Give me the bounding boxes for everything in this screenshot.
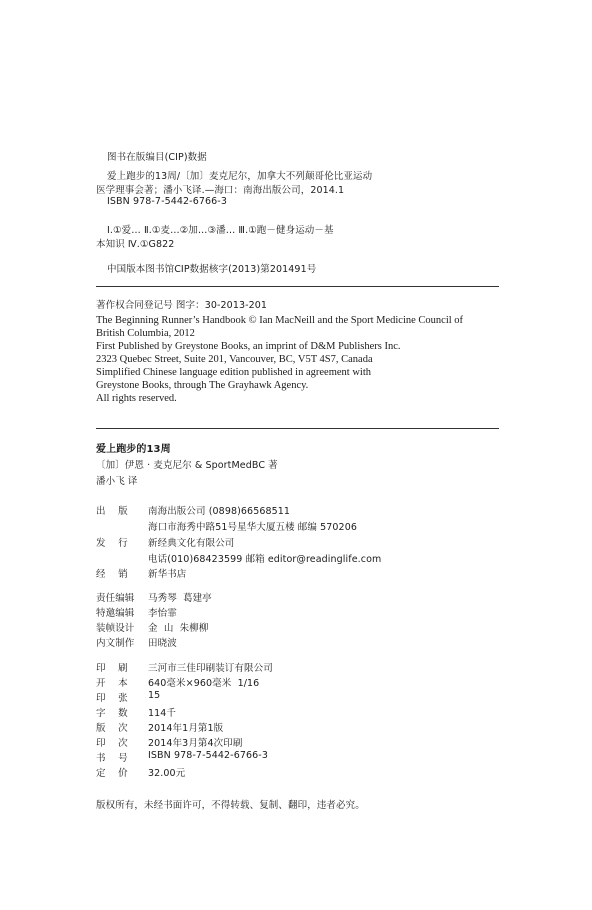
book-translator: 潘小飞 译 <box>96 476 138 487</box>
design-value: 金 山 朱柳柳 <box>148 623 209 634</box>
typesetting-value: 田晓波 <box>148 638 177 649</box>
cip-heading: 图书在版编目(CIP)数据 <box>107 152 207 163</box>
format-value: 640毫米×960毫米 1/16 <box>148 678 260 689</box>
isbn-label: 书 号 <box>96 753 128 764</box>
divider-top <box>96 286 499 287</box>
cip-class-line-1: Ⅰ.①爱… Ⅱ.①麦…②加…③潘… Ⅲ.①跑－健身运动－基 <box>107 225 334 236</box>
sheets-label: 印 张 <box>96 693 128 704</box>
price-value: 32.00元 <box>148 768 186 779</box>
printer-label: 印 刷 <box>96 663 128 674</box>
publisher-value: 南海出版公司 (0898)66568511 <box>148 506 291 517</box>
format-label: 开 本 <box>96 678 128 689</box>
english-line: Simplified Chinese language edition published in agreement with <box>96 367 371 378</box>
word-count-label: 字 数 <box>96 708 128 719</box>
word-count-value: 114千 <box>148 708 177 719</box>
distributor-label: 发 行 <box>96 538 128 549</box>
english-line: All rights reserved. <box>96 393 177 404</box>
publisher-label: 出 版 <box>96 506 128 517</box>
book-author: 〔加〕伊恩 · 麦克尼尔 & SportMedBC 著 <box>96 460 278 471</box>
sheets-value: 15 <box>148 690 161 701</box>
edition-value: 2014年1月第1版 <box>148 723 224 734</box>
english-line: The Beginning Runner’s Handbook © Ian MacNeill and the Sport Medicine Council of <box>96 315 464 326</box>
cip-isbn: ISBN 978-7-5442-6766-3 <box>107 196 227 207</box>
retailer-value: 新华书店 <box>148 569 187 580</box>
english-line: First Published by Greystone Books, an imprint of D&M Publishers Inc. <box>96 341 401 352</box>
distributor-value: 新经典文化有限公司 <box>148 538 235 549</box>
distributor-contact: 电话(010)68423599 邮箱 editor@readinglife.com <box>148 554 382 565</box>
cip-line-1: 爱上跑步的13周/〔加〕麦克尼尔，加拿大不列颠哥伦比亚运动 <box>107 171 373 182</box>
divider-middle <box>96 428 499 429</box>
price-label: 定 价 <box>96 768 128 779</box>
cip-line-2: 医学理事会著；潘小飞译.—海口：南海出版公司，2014.1 <box>96 185 345 196</box>
copyright-registration: 著作权合同登记号 图字：30-2013-201 <box>96 300 268 311</box>
retailer-label: 经 销 <box>96 569 128 580</box>
book-title: 爱上跑步的13周 <box>96 444 171 455</box>
english-line: Greystone Books, through The Grayhawk Agency. <box>96 380 309 391</box>
publisher-address: 海口市海秀中路51号星华大厦五楼 邮编 570206 <box>148 522 357 533</box>
cip-number: 中国版本图书馆CIP数据核字(2013)第201491号 <box>107 264 317 275</box>
cip-class-line-2: 本知识 Ⅳ.①G822 <box>96 239 175 250</box>
english-line: British Columbia, 2012 <box>96 328 195 339</box>
printer-value: 三河市三佳印刷装订有限公司 <box>148 663 273 674</box>
guest-editor-label: 特邀编辑 <box>96 608 135 619</box>
english-line: 2323 Quebec Street, Suite 201, Vancouver, BC, V5T 4S7, Canada <box>96 354 373 365</box>
edition-label: 版 次 <box>96 723 128 734</box>
typesetting-label: 内文制作 <box>96 638 135 649</box>
impression-value: 2014年3月第4次印刷 <box>148 738 243 749</box>
design-label: 装帧设计 <box>96 623 135 634</box>
rights-notice: 版权所有，未经书面许可，不得转载、复制、翻印，违者必究。 <box>96 800 365 811</box>
guest-editor-value: 李怡霏 <box>148 608 177 619</box>
responsible-editor-value: 马秀琴 葛建亭 <box>148 593 212 604</box>
responsible-editor-label: 责任编辑 <box>96 593 135 604</box>
isbn-value: ISBN 978-7-5442-6766-3 <box>148 750 268 761</box>
impression-label: 印 次 <box>96 738 128 749</box>
